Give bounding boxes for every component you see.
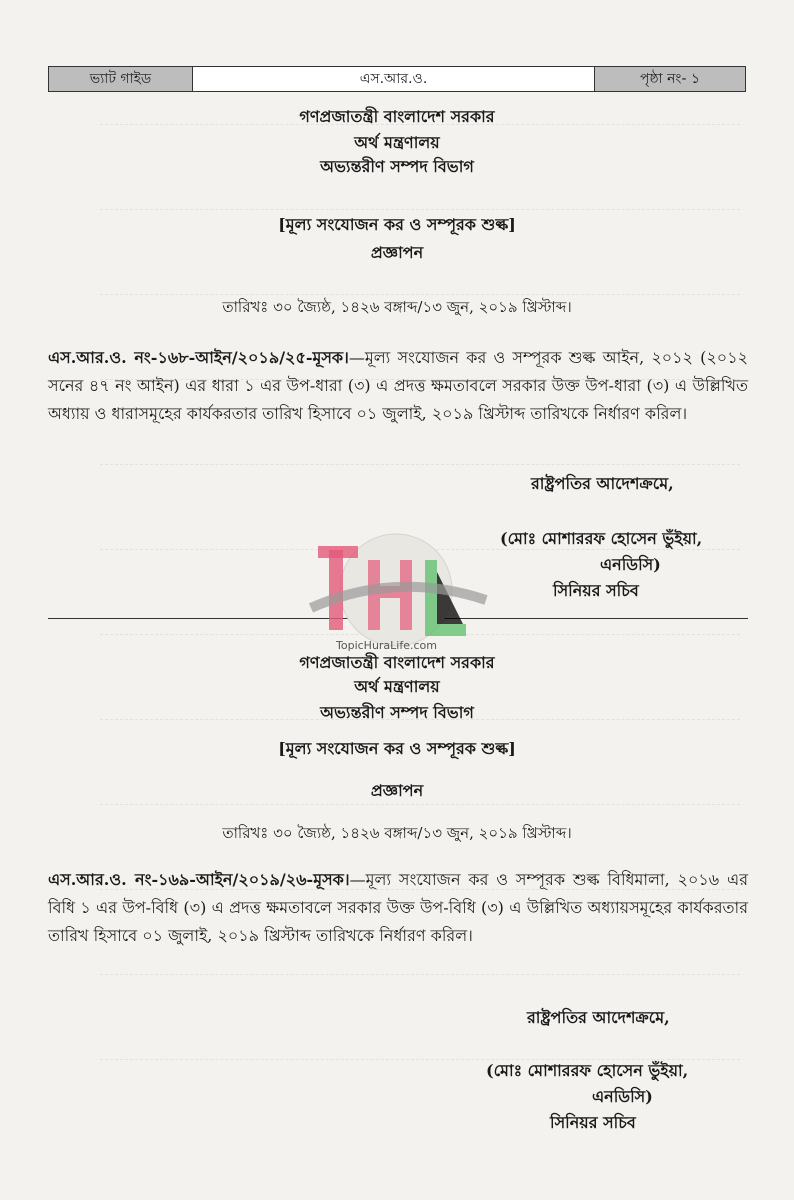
notice-text: —মূল্য সংযোজন কর ও সম্পূরক শুল্ক বিধিমালা, ২০১৬ এর বিধি ১ এর উপ-বিধি (৩) এ প্রদত্ত ক্ষমতাবলে সরকার উক্ত উপ-বিধি (৩) এ উল্লিখিত অধ্যায়সমূহের কার্যকরতার তারিখ হিসাবে ০১ জুলাই, ২০১৯ খ্রিস্টাব্দ তারিখকে নির্ধারণ করিল। — [48, 870, 748, 945]
signatory-designation: সিনিয়র সচিব — [553, 581, 639, 600]
notice-date: তারিখঃ ৩০ জ্যৈষ্ঠ, ১৪২৬ বঙ্গাব্দ/১৩ জুন, ২০১৯ খ্রিস্টাব্দ। — [222, 298, 572, 316]
division-name: অভ্যন্তরীণ সম্পদ বিভাগ — [320, 703, 474, 722]
notice-heading: প্রজ্ঞাপন — [370, 243, 424, 262]
signatory-suffix: এনডিসি) — [592, 1087, 653, 1106]
notice-body — [48, 866, 748, 950]
header-section-title: এস.আর.ও. — [359, 71, 428, 87]
signatory-suffix: এনডিসি) — [600, 555, 661, 574]
sro-number: এস.আর.ও. নং-১৬৮-আইন/২০১৯/২৫-মূসক। — [48, 348, 349, 367]
notice-subject: [মূল্য সংযোজন কর ও সম্পূরক শুল্ক] — [278, 739, 516, 758]
division-name: অভ্যন্তরীণ সম্পদ বিভাগ — [320, 157, 474, 176]
ministry-name: অর্থ মন্ত্রণালয় — [354, 677, 440, 696]
ministry-name: অর্থ মন্ত্রণালয় — [354, 133, 440, 152]
notice-heading: প্রজ্ঞাপন — [370, 781, 424, 800]
notice-text: —মূল্য সংযোজন কর ও সম্পূরক শুল্ক আইন, ২০১২ (২০১২ সনের ৪৭ নং আইন) এর ধারা ১ এর উপ-ধারা (৩) এ প্রদত্ত ক্ষমতাবলে সরকার উক্ত উপ-ধারা (৩) এ উল্লিখিত অধ্যায় ও ধারাসমূহের কার্যকরতার তারিখ হিসাবে ০১ জুলাই, ২০১৯ খ্রিস্টাব্দ তারিখকে নির্ধারণ করিল। — [48, 348, 748, 423]
notice-subject: [মূল্য সংযোজন কর ও সম্পূরক শুল্ক] — [278, 215, 516, 234]
notice-date: তারিখঃ ৩০ জ্যৈষ্ঠ, ১৪২৬ বঙ্গাব্দ/১৩ জুন, ২০১৯ খ্রিস্টাব্দ। — [222, 824, 572, 842]
signatory-designation: সিনিয়র সচিব — [550, 1113, 636, 1132]
signatory-name: (মোঃ মোশাররফ হোসেন ভুঁইয়া, — [500, 529, 703, 548]
signatory-name: (মোঃ মোশাররফ হোসেন ভুঁইয়া, — [486, 1061, 689, 1080]
header-book-title: ভ্যাট গাইড — [49, 67, 193, 91]
order-line: রাষ্ট্রপতির আদেশক্রমে, — [531, 474, 674, 493]
order-line: রাষ্ট্রপতির আদেশক্রমে, — [527, 1008, 670, 1027]
watermark-url: TopicHuraLife.com — [336, 639, 437, 652]
watermark-logo — [296, 530, 496, 650]
header-page-number: পৃষ্ঠা নং- ১ — [594, 67, 745, 91]
notice-body — [48, 344, 748, 428]
sro-number: এস.আর.ও. নং-১৬৯-আইন/২০১৯/২৬-মূসক। — [48, 870, 350, 889]
govt-name: গণপ্রজাতন্ত্রী বাংলাদেশ সরকার — [299, 653, 495, 672]
page-header — [48, 66, 746, 92]
govt-name: গণপ্রজাতন্ত্রী বাংলাদেশ সরকার — [299, 107, 495, 126]
